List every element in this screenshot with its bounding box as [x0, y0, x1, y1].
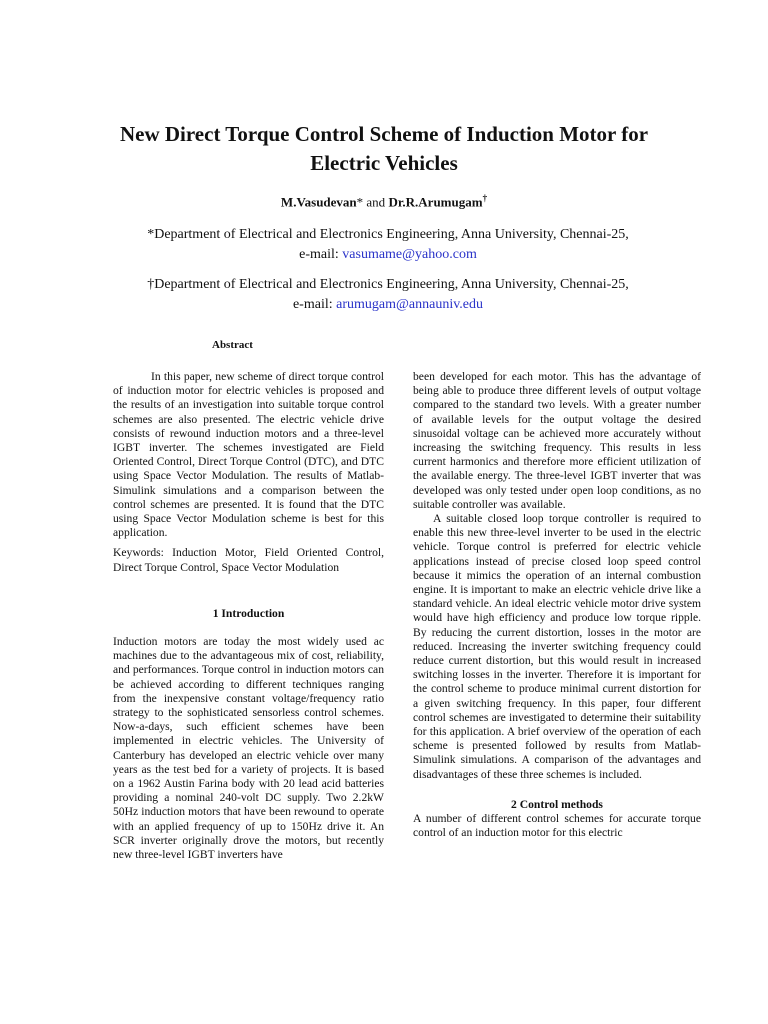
author-2: Dr.R.Arumugam — [388, 194, 483, 210]
author-1-mark: * — [356, 194, 364, 210]
section-2-heading: 2 Control methods — [511, 797, 603, 811]
author-2-mark: † — [482, 193, 488, 203]
affiliation-2-line: †Department of Electrical and Electronics Engineering, Anna University, Chennai-25, — [147, 277, 629, 292]
keywords: Keywords: Induction Motor, Field Oriented Control, Direct Torque Control, Space Vector Modulation — [113, 546, 384, 574]
email-link-1[interactable]: vasumame@yahoo.com — [342, 247, 477, 262]
right-paragraph-1: been developed for each motor. This has the advantage of being able to produce three different levels of output voltage compared to the standard two levels. With a greater number of available levels for the output voltage the desired sinusoidal voltage can be achieved more accurately without increasing the switching frequency. This results in less current harmonics and therefore more efficient utilization of the available energy. The three-level IGBT inverter that was developed was only tested under open loop conditions, as no suitable controller was available. — [413, 370, 701, 511]
author-conjunction: and — [363, 194, 389, 210]
title-line-1: New Direct Torque Control Scheme of Induction Motor for — [119, 122, 649, 146]
right-column — [413, 370, 701, 841]
paper-title — [0, 120, 768, 178]
affiliation-1 — [0, 225, 768, 265]
abstract-paragraph: In this paper, new scheme of direct torque control of induction motor for electric vehicles is proposed and the results of an investigation into suitable torque control schemes are also presented. The electric vehicle drive consists of rewound induction motors and a three-level IGBT inverter. The schemes investigated are Field Oriented Control, Direct Torque Control (DTC), and DTC using Space Vector Modulation. The results of Matlab-Simulink simulations and a comparison between the control schemes are presented. It is found that the DTC using Space Vector Modulation scheme is best for this application. — [113, 370, 384, 540]
email-label: e-mail: — [292, 297, 337, 312]
affiliation-1-email-line — [0, 245, 768, 265]
section-1-paragraph: Induction motors are today the most widely used ac machines due to the advantageous mix of cost, reliability, and performances. Torque control in induction motors can be achieved according to different techniques ranging from the inexpensive constant voltage/frequency ratio strategy to the sophisticated sensorless control schemes. Now-a-days, such efficient schemes have been implemented in electric vehicles. The University of Canterbury has developed an electric vehicle over many years as the test bed for a variety of projects. It is based on a 1962 Austin Farina body with 20 lead acid batteries providing a nominal 240-volt DC supply. Two 2.2kW 50Hz induction motors that have been rewound to operate with an applied frequency of up to 150Hz drive it. An SCR inverter originally drove the motors, but recently new three-level IGBT inverters have — [113, 635, 384, 862]
email-link-2[interactable]: arumugam@annauniv.edu — [336, 297, 484, 312]
section-1-heading: 1 Introduction — [212, 606, 285, 620]
affiliation-2 — [0, 275, 768, 315]
affiliation-2-email-line — [0, 295, 768, 315]
right-paragraph-2: A suitable closed loop torque controller is required to enable this new three-level inverter to be used in the electric vehicle. Torque control is preferred for electric vehicle applications instead of precise closed loop speed control because it mimics the operation of an internal combustion engine. It is important to make an electric vehicle drive like a standard vehicle. An ideal electric vehicle motor drive system would have high efficiency and produce low torque ripple. By reducing the current distortion, losses in the motor are reduced. Increasing the inverter switching frequency could reduce current distortion, but this would result in increased switching losses in the inverter. Therefore it is important for the control scheme to produce minimal current distortion for a given switching frequency. In this paper, four different control schemes are investigated to determine their suitability for this application. A brief overview of the operation of each scheme is presented followed by results from Matlab-Simulink simulations. A comparison of the advantages and disadvantages of these three schemes is included. — [413, 512, 701, 781]
title-line-2: Electric Vehicles — [310, 151, 458, 175]
left-column — [113, 370, 384, 862]
email-label: e-mail: — [299, 247, 343, 262]
section-2-paragraph: A number of different control schemes for accurate torque control of an induction motor for this electric — [413, 812, 701, 840]
author-1: M.Vasudevan — [280, 194, 357, 210]
affiliation-1-line: *Department of Electrical and Electronics Engineering, Anna University, Chennai-25, — [147, 227, 629, 242]
abstract-heading: Abstract — [212, 339, 253, 351]
author-list — [0, 193, 768, 210]
